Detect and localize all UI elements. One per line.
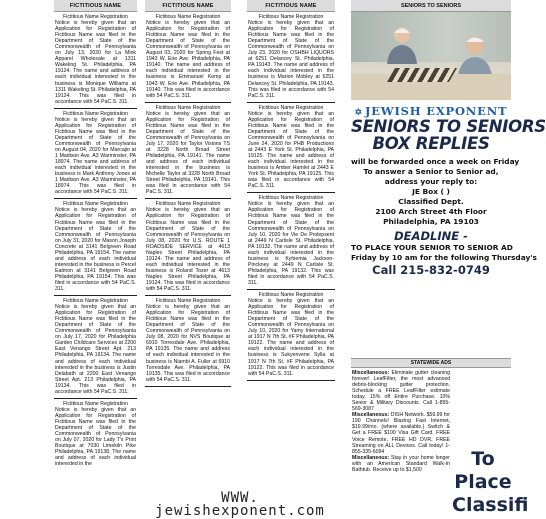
statewide-ads-list (351, 370, 451, 473)
list-item (352, 412, 450, 454)
notice-body: Notice is hereby given that an Application for Registration of Fictitious Name was filed in the Department of State of the Commonwealth of Pennsylvania on July 23, 2020 for OSHBH LIQUORS at 6251 Delancey St. Philadelphia, PA 19143. The name and address of each individual interested in the business is Marion Mobley at 6251 Delancey St. Philadelphia, PA 19143. This was filed in accordance with 54 PaC.S. 311. (248, 20, 334, 99)
ad-line: JE Box ( ) (412, 187, 450, 196)
notice-title: Fictitious Name Registration (155, 14, 221, 20)
ad-title-line-2: BOX REPLIES (372, 134, 490, 153)
ad-line: Philadelphia, PA 19103 (383, 217, 479, 226)
notice (247, 12, 335, 103)
notice (54, 12, 137, 109)
notice-title: Fictitious Name Registration (155, 201, 221, 208)
ad-line: Classified Dept. (398, 197, 464, 206)
notice-body: Notice is hereby given that an Application for Registration of Fictitious Name was filed in the Department of State of the Commonwealth of Pennsylvania on July 10, 2020 for Vie De Prolepsent at 2449 N Carlisle St. Philadelphia, PA 19132. The name and address of each individual interested in the business is Kyhiemia Jackson-Pinckney at 2449 N Carlisle St. Philadelphia, PA 19132. This was filed in accordance with 54 PaC.S. 311. (248, 201, 334, 286)
notice-body: Notice is hereby given that an Application for Registration of Fictitious Name was filed in the Department of State of the Commonwealth of Pennsylvania on August 04, 2020 for Marcajio at 1 Madison Ave. A3 Warminster, PA 18974. The name and address of each individual interested in the business is Mark Anthony Jones at 1 Madison Ave. A3 Warminster, PA 18974. This was filed in accordance with 54 PaC.S. 311. (55, 116, 136, 196)
ad-line: To answer a Senior to Senior ad, (363, 167, 499, 176)
ad-text: Eliminate gutter cleaning forever! LeafFilter, the most advanced debris-blocking gutter protection. Schedule a FREE LeafFilter estimate today. 15% off Entire Purchase. 10% Senior & Military Discounts. Call 1-855-569-3087 (352, 370, 450, 413)
notice-title: Fictitious Name Registration (258, 104, 324, 111)
deadline-heading: DEADLINE - (394, 229, 468, 243)
notice (247, 193, 335, 290)
notice (54, 199, 137, 296)
notice-title: Fictitious Name Registration (63, 14, 128, 20)
notice (145, 199, 231, 296)
to-place-classified-heading (452, 448, 529, 517)
column-header: FICTITIOUS NAME (54, 0, 137, 12)
statewide-ads-header: STATEWIDE ADS (351, 358, 511, 368)
notice-title: Fictitious Name Registration (155, 298, 221, 305)
ad-category: Miscellaneous: (352, 370, 390, 376)
ad-line: address your reply to: (384, 177, 478, 186)
notice-title: Fictitious Name Registration (155, 104, 221, 111)
notice-body: Notice is hereby given that an Application for Registration of Fictitious Name was filed in the Department of State of the Commonwealth of Pennsylvania on July 31, 2020 for Mason Joseph Concrete at 3141 Belgreen Road Philadelphia, PA 19154. The name and address of each individual interested in the business is Percel Eatmon at 3141 Belgreen Road Philadelphia, PA 19154. This was filed in accordance with 54 PaC.S. 311. (55, 207, 136, 293)
notice-title: Fictitious Name Registration (63, 110, 128, 117)
notice-body: Notice is hereby given that an Application for Registration of Fictitious Name was filed in the Department of State of the Commonwealth of Pennsylvania on August 03, 2020 for Spring Fest at 1943 W. Erie Ave. Philadelphia, PA 19140. The name and address of each individual interested in the business is Emmanuel Kemp at 1943 W. Erie Ave. Philadelphia, PA 19140. This was filed in accordance with 54 PaC.S. 311. (146, 20, 230, 99)
notice-title: Fictitious Name Registration (63, 201, 128, 208)
ad-category: Miscellaneous: (352, 412, 390, 419)
website-url-line-1: WWW. (221, 490, 259, 506)
deadline-line: Friday by 10 am for the following Thursday's (351, 253, 537, 262)
fictitious-name-column-2 (145, 0, 231, 387)
notice-body: Notice is hereby given that an Application for Registration of Fictitious Name was filed in the Department of State of the Commonwealth of Pennsylvania on July 08, 2020 for U.S. ROUTE 1 ROADSIDE SERVICE at 4613 Naples Street Philadelphia, PA 19124. The name and address of each individual interested in the business is Roland Tozer at 4613 Naples Street Philadelphia, PA 19124. This was filed in accordance with 54 PaC.S. 311. (146, 207, 230, 293)
to-place-line: To (471, 448, 495, 470)
notice-title: Fictitious Name Registration (63, 298, 128, 305)
phone-number: Call 215-832-0749 (372, 263, 490, 277)
notice-title: Fictitious Name Registration (63, 400, 128, 407)
notice (145, 103, 231, 200)
chess-board-illustration (387, 68, 457, 82)
notice (54, 296, 137, 399)
star-of-david-icon: ✡ (354, 108, 363, 118)
to-place-line: Classifi (452, 494, 529, 516)
column-header: FICTITIOUS NAME (247, 0, 335, 12)
seniors-photo (351, 12, 511, 100)
senior-man-left-illustration (385, 24, 419, 64)
column-header: FICTITIOUS NAME (145, 0, 231, 12)
list-item (352, 370, 450, 412)
seniors-header: SENIORS TO SENIORS (351, 0, 511, 12)
notice (54, 109, 137, 200)
notice-title: Fictitious Name Registration (258, 195, 324, 202)
ad-text: DISH Network. $59.99 for 190 Channels! Blazing Fast Internet, $19.99/mo. (where available.) Switch & Get a FREE $100 Visa Gift Card. FREE Voice Remote. FREE HD DVR. FREE Streaming on ALL Devices. Call today! 1-855-335-6094 (352, 412, 450, 455)
notice (247, 290, 335, 381)
notice-body: Notice is hereby given that an Application for Registration of Fictitious Name was filed in the Department of State of the Commonwealth of Pennsylvania on July 17, 2020 for Taylor Visions TS at 3228 North Broad Street Philadelphia, PA 19141. The name and address of each individual interested in the business is Michelle Taylor at 3228 North Broad Street Philadelphia, PA 19141. This was filed in accordance with 54 PaC.S. 311. (146, 110, 230, 196)
notice (247, 103, 335, 194)
ad-line: 2100 Arch Street 4th Floor (375, 207, 487, 216)
ad-title-line-1: SENIORS TO SENIORS (351, 117, 546, 136)
logo-text: JEWISH EXPONENT (364, 104, 508, 118)
notice-title: Fictitious Name Registration (258, 14, 324, 20)
notice-body: Notice is hereby given that an Application for Registration of Fictitious Name was filed in the Department of State of the Commonwealth of Pennsylvania on July 08, 2020 for NVS Boutique at 6910 Torresdale Ave. Philadelphia, PA 19135. The name and address of each individual interested in the business is Niambi A. Fuller at 6910 Torresdale Ave. Philadelphia, PA 19135. This was filed in accordance with 54 PaC.S. 311. (146, 304, 230, 383)
ad-text: Stay in your home longer with an American Standard Walk-In Bathtub. Receive up to $1,500 (352, 454, 450, 473)
notice (145, 12, 231, 103)
seniors-to-seniors-ad (351, 0, 546, 277)
jewish-exponent-logo (351, 104, 511, 118)
notice (54, 399, 137, 471)
notice-body: Notice is hereby given that an Application for Registration of Fictitious Name was filed in the Department of State of the Commonwealth of Pennsylvania on June 24, 2020 for PHB Productions at 2443 E York St. Philadelphia, PA 19125. The name and address of each individual interested in the business is Amber Hamlet at 2443 E York St. Philadelphia, PA 19125. This was filed in accordance with 54 PaC.S. 311. (248, 110, 334, 190)
notice-title: Fictitious Name Registration (258, 292, 324, 299)
notice-body: Notice is hereby given that an Application for Registration of Fictitious Name was filed in the Department of State of the Commonwealth of Pennsylvania on July 17, 2020 for Philadelphia Garden Childcare Services at 2200 East Venango Street Apt. 213 Philadelphia, PA 19134. The name and address of each individual interested in the business is Justin Delabath at 2200 East Venango Street Apt. 213 Philadelphia, PA 19134. This was filed in accordance with 54 PaC.S. 311. (55, 304, 136, 395)
ad-line: will be forwarded once a week on Friday (351, 157, 520, 166)
ad-category: Miscellaneous: (352, 454, 390, 461)
fictitious-name-column-1 (54, 0, 137, 470)
notice-body: Notice is hereby given that an Application for Registration of Fictitious Name was filed in the Department of State of the Commonwealth of Pennsylvania on July 10, 2020 for Yamy International at 1917 N 7th St. #F Philadelphia, PA 19122. The name and address of each individual interested in the business is Sukyenvene Sylla at 1917 N 7th St. #F Philadelphia, PA 19122. This was filed in accordance with 54 PaC.S. 311. (248, 298, 334, 377)
list-item (352, 455, 450, 473)
to-place-line: Place (454, 471, 512, 493)
notice-body: Notice is hereby given that an Application for Registration of Fictitious Name was filed in the Department of State of the Commonwealth of Pennsylvania on July 13, 2020 for La Mink Apparel Wholesale at 1311 Wakeling St. Philadelphia, PA 19124. The name and address of each individual interested in the business is Monique Williams at 1311 Wakeling St. Philadelphia, PA 19124. This was filed in accordance with 54 PaC.S. 311. (55, 20, 136, 105)
deadline-line: TO PLACE YOUR SENIOR TO SENIOR AD (351, 243, 513, 252)
fictitious-name-column-3 (247, 0, 335, 381)
website-url-line-2: jewishexponent.com (155, 503, 325, 519)
notice-body: Notice is hereby given that an Application for Registration of Fictitious Name was filed in the Department of State of the Commonwealth of Pennsylvania on July 07, 2020 for Lady T's Print Boutique at 7030 Limekiln Pike Philadelphia, PA 19138. The name and address of each individual interested in the (55, 406, 136, 468)
left-margin (0, 0, 50, 512)
notice (145, 296, 231, 387)
